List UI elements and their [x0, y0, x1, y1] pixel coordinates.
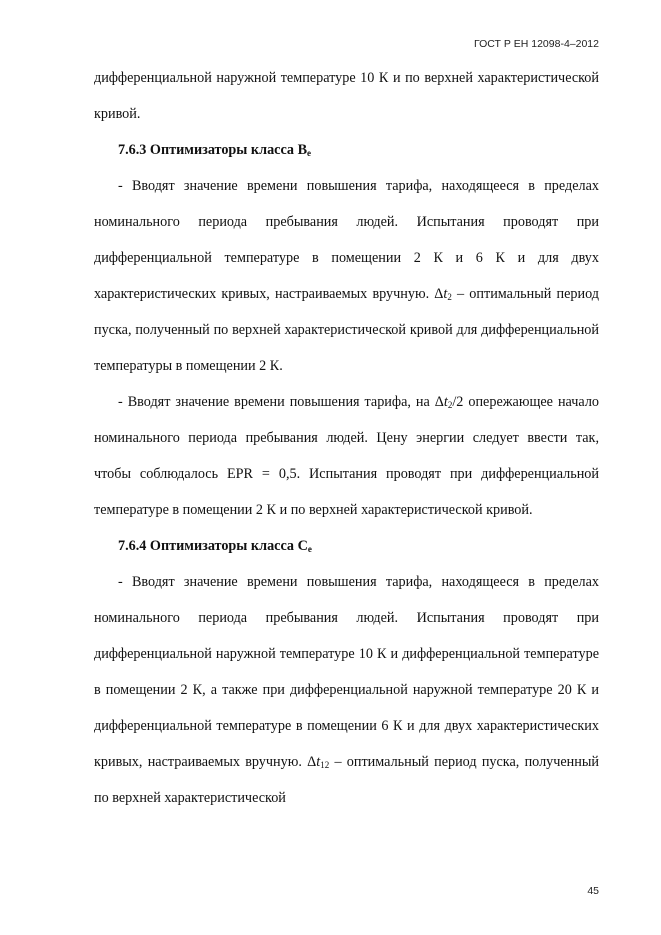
variable-t: t [316, 754, 321, 770]
variable-subscript: 2 [447, 400, 453, 410]
variable-subscript: 12 [320, 760, 330, 770]
variable-t: t [443, 394, 448, 410]
paragraph-class-b-2 [94, 384, 599, 528]
heading-subscript: e [307, 148, 312, 158]
variable-subscript: 2 [447, 292, 452, 302]
document-body [94, 60, 599, 816]
paragraph-text: – оптимальный период пуска, полученный по верхней характеристической кривой для дифференциальной температуры в помещении 2 К. [94, 286, 600, 374]
paragraph-text: - Вводят значение времени повышения тарифа, находящееся в пределах номинального периода пребывания людей. Испытания проводят при дифференциальной наружной температуре 10 К и дифференциальной температуре в помещении 2 К, а также при дифференциальной наружной температуре 20 К и дифференциальной температуре в помещении 6 К и для двух характеристических кривых, настраиваемых вручную. Δ [94, 574, 599, 770]
paragraph-continued: дифференциальной наружной температуре 10 К и по верхней характеристической кривой. [94, 70, 599, 122]
heading-subscript: e [307, 544, 312, 554]
paragraph-text: – оптимальный период пуска, полученный по верхней характеристической [94, 754, 599, 806]
paragraph-class-c-1 [94, 564, 599, 816]
section-heading-7-6-3 [94, 132, 599, 168]
paragraph-text: - Вводят значение времени повышения тарифа, находящееся в пределах номинального периода пребывания людей. Испытания проводят при дифференциальной температуре в помещении 2 К и 6 К и для двух характеристических кривых, настраиваемых вручную. Δ [94, 178, 599, 302]
variable-t: t [443, 286, 448, 302]
heading-text: 7.6.3 Оптимизаторы класса B [118, 142, 308, 158]
section-heading-7-6-4 [94, 528, 599, 564]
heading-text: 7.6.4 Оптимизаторы класса C [118, 538, 308, 554]
document-header: ГОСТ Р ЕН 12098-4–2012 [474, 38, 599, 50]
paragraph-text: - Вводят значение времени повышения тарифа, на Δ [118, 394, 444, 410]
paragraph-text: /2 опережающее начало номинального периода пребывания людей. Цену энергии следует ввести так, чтобы соблюдалось EPR = 0,5. Испытания проводят при дифференциальной температуре в помещении 2 К и по верхней характеристической кривой. [94, 394, 599, 518]
page-number: 45 [587, 885, 599, 897]
paragraph-class-b-1 [94, 168, 599, 384]
